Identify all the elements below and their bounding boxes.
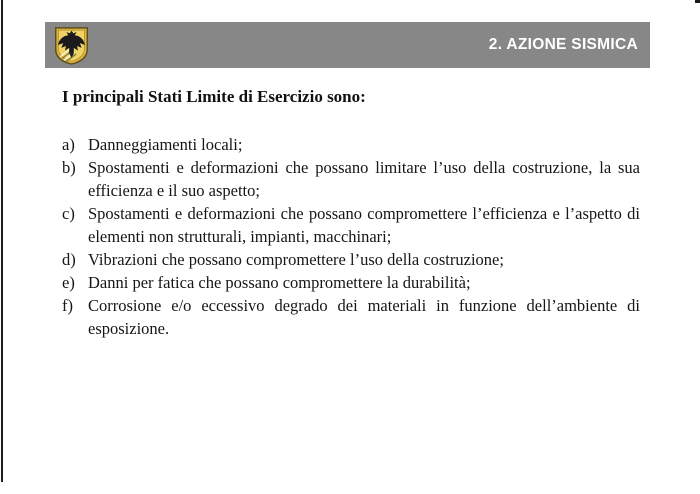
item-text: Vibrazioni che possano compromettere l’uso della costruzione; [88, 250, 504, 269]
list-item [62, 156, 640, 202]
item-text: Danneggiamenti locali; [88, 135, 243, 154]
list-item [62, 248, 640, 271]
list-item [62, 294, 640, 340]
item-text: Spostamenti e deformazioni che possano compromettere l’efficienza e l’aspetto di elementi non strutturali, impianti, macchinari; [88, 204, 640, 246]
slide-title: 2. AZIONE SISMICA [488, 36, 638, 53]
item-text: Corrosione e/o eccessivo degrado dei materiali in funzione dell’ambiente di esposizione. [88, 296, 640, 338]
scan-corner-mark [695, 0, 700, 3]
limit-states-list [62, 133, 640, 340]
section-heading: I principali Stati Limite di Esercizio sono: [62, 87, 366, 106]
item-label: d) [62, 250, 76, 269]
item-label: f) [62, 296, 73, 315]
item-text: Danni per fatica che possano compromettere la durabilità; [88, 273, 471, 292]
list-item [62, 133, 640, 156]
slide-header-bar [45, 22, 650, 68]
item-label: b) [62, 158, 76, 177]
eagle-shield-crest-icon [53, 26, 90, 65]
item-text: Spostamenti e deformazioni che possano limitare l’uso della costruzione, la sua efficienza e il suo aspetto; [88, 158, 640, 200]
list-item [62, 271, 640, 294]
item-label: a) [62, 135, 75, 154]
page-left-border [1, 0, 3, 482]
list-item [62, 202, 640, 248]
item-label: c) [62, 204, 75, 223]
item-label: e) [62, 273, 75, 292]
